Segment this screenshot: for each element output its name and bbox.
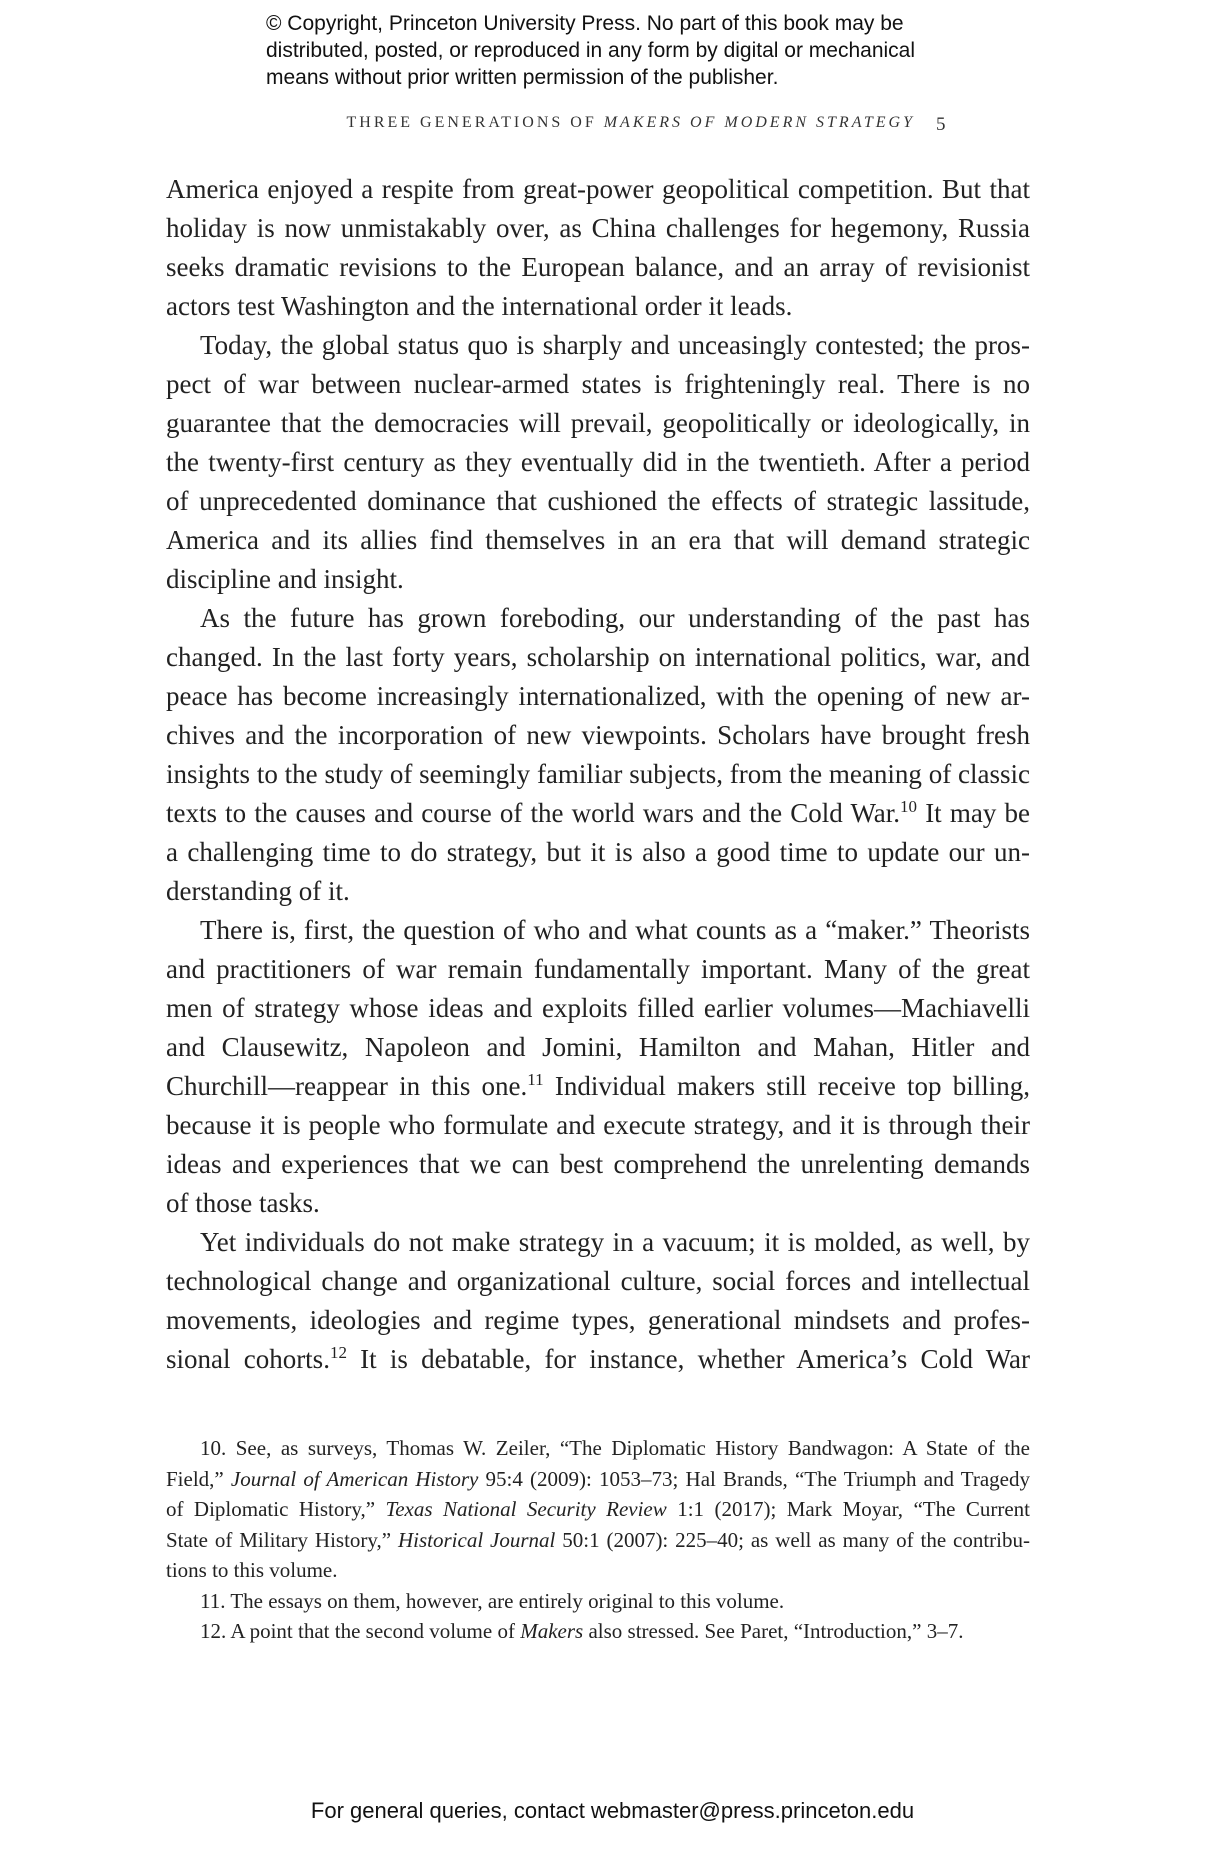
copyright-notice [266,10,1026,91]
body-line: ideas and experiences that we can best comprehend the unrelenting demands [166,1149,1030,1179]
footnote-12 [166,1616,1030,1647]
body-line: There is, first, the question of who and what counts as a “maker.” Theorists [200,915,1030,945]
footnote-text: State of Military History,” [166,1527,398,1552]
body-line: because it is people who formulate and execute strategy, and it is through their [166,1110,1030,1140]
footnote-text: of Diplomatic History,” [166,1497,386,1521]
body-text [166,170,1030,1379]
footnote-ref-10[interactable]: 10 [900,797,918,816]
copyright-line: distributed, posted, or reproduced in any form by digital or mechanical [266,39,916,62]
body-line: insights to the study of seemingly familiar subjects, from the meaning of classic [166,759,1030,789]
footnote-text: 12. A point that the second volume of [200,1619,521,1643]
body-line: discipline and insight. [166,564,404,594]
footnote-text: also stressed. See Paret, “Introduction,” 3–7. [583,1619,964,1643]
footnote-text: 50:1 (2007): 225–40; as well as many of the contribu- [555,1527,1030,1552]
copyright-line: © Copyright, Princeton University Press. No part of this book may be [266,12,904,35]
running-head-title: MAKERS OF MODERN STRATEGY [603,114,915,131]
footnote-10-line: tions to this volume. [166,1558,338,1582]
body-line: of unprecedented dominance that cushioned the effects of strategic lassitude, [166,486,1030,516]
footer-contact: For general queries, contact webmaster@press.princeton.edu [310,1798,915,1823]
body-line: peace has become increasingly internationalized, with the opening of new ar- [166,681,1030,711]
body-line: holiday is now unmistakably over, as China challenges for hegemony, Russia [166,213,1030,243]
body-line: America and its allies find themselves in an era that will demand strategic [166,525,1030,555]
body-line-text: texts to the causes and course of the world wars and the Cold War. [166,798,901,828]
body-line: men of strategy whose ideas and exploits filled earlier volumes—Machiavelli [166,993,1030,1023]
body-line-text: sional cohorts. [166,1344,330,1374]
running-head-prefix: THREE GENERATIONS OF [346,114,604,131]
running-head [165,114,915,132]
footnote-10-line: 10. See, as surveys, Thomas W. Zeiler, “The Diplomatic History Bandwagon: A State of the [200,1436,1030,1460]
footnote-journal: Historical Journal [398,1527,556,1552]
body-line-text: Individual makers still receive top billing, [543,1071,1030,1101]
body-line: and practitioners of war remain fundamentally important. Many of the great [166,954,1030,984]
copyright-line: means without prior written permission of the publisher. [266,66,779,89]
footnote-10-line [166,1464,1030,1495]
body-line-text: It is debatable, for instance, whether America’s Cold War [346,1344,1030,1374]
body-line: Today, the global status quo is sharply and unceasingly contested; the pros- [200,330,1030,360]
footnote-ref-11[interactable]: 11 [527,1070,544,1089]
footnote-ref-12[interactable]: 12 [329,1343,347,1362]
body-line: and Clausewitz, Napoleon and Jomini, Hamilton and Mahan, Hitler and [166,1032,1030,1062]
footnote-text: Field,” [166,1466,231,1491]
body-line: chives and the incorporation of new viewpoints. Scholars have brought fresh [166,720,1030,750]
body-line-text: Churchill—reappear in this one. [166,1071,528,1101]
body-line: a challenging time to do strategy, but it is also a good time to update our un- [166,837,1030,867]
footnote-10-line [166,1494,1030,1525]
footnote-text: 1:1 (2017); Mark Moyar, “The Current [666,1497,1030,1521]
body-line: the twenty-first century as they eventually did in the twentieth. After a period [166,447,1030,477]
body-line: actors test Washington and the international order it leads. [166,291,793,321]
page-number: 5 [936,114,946,135]
footnote-text: 95:4 (2009): 1053–73; Hal Brands, “The Triumph and Tragedy [478,1466,1030,1491]
body-line: derstanding of it. [166,876,350,906]
body-line: technological change and organizational culture, social forces and intellectual [166,1266,1030,1296]
footnotes [166,1433,1030,1647]
body-line-text: It may be [917,798,1030,828]
body-line: changed. In the last forty years, scholarship on international politics, war, and [166,642,1030,672]
footnote-journal: Journal of American History [230,1466,479,1491]
footnote-10-line [166,1525,1030,1556]
body-line [166,1340,1030,1379]
body-line: seeks dramatic revisions to the European balance, and an array of revisionist [166,252,1030,282]
body-line: of those tasks. [166,1188,320,1218]
body-line: guarantee that the democracies will prevail, geopolitically or ideologically, in [166,408,1030,438]
footnote-book-title: Makers [520,1619,584,1643]
footnote-11: 11. The essays on them, however, are entirely original to this volume. [200,1588,785,1613]
body-line: Yet individuals do not make strategy in a vacuum; it is molded, as well, by [200,1227,1030,1257]
body-line [166,794,1030,833]
body-line: movements, ideologies and regime types, generational mindsets and profes- [166,1305,1030,1335]
body-line: America enjoyed a respite from great-power geopolitical competition. But that [166,174,1030,204]
body-line: As the future has grown foreboding, our understanding of the past has [200,603,1030,633]
footnote-journal: Texas National Security Review [385,1497,667,1521]
body-line [166,1067,1030,1106]
body-line: pect of war between nuclear-armed states is frighteningly real. There is no [166,369,1030,399]
